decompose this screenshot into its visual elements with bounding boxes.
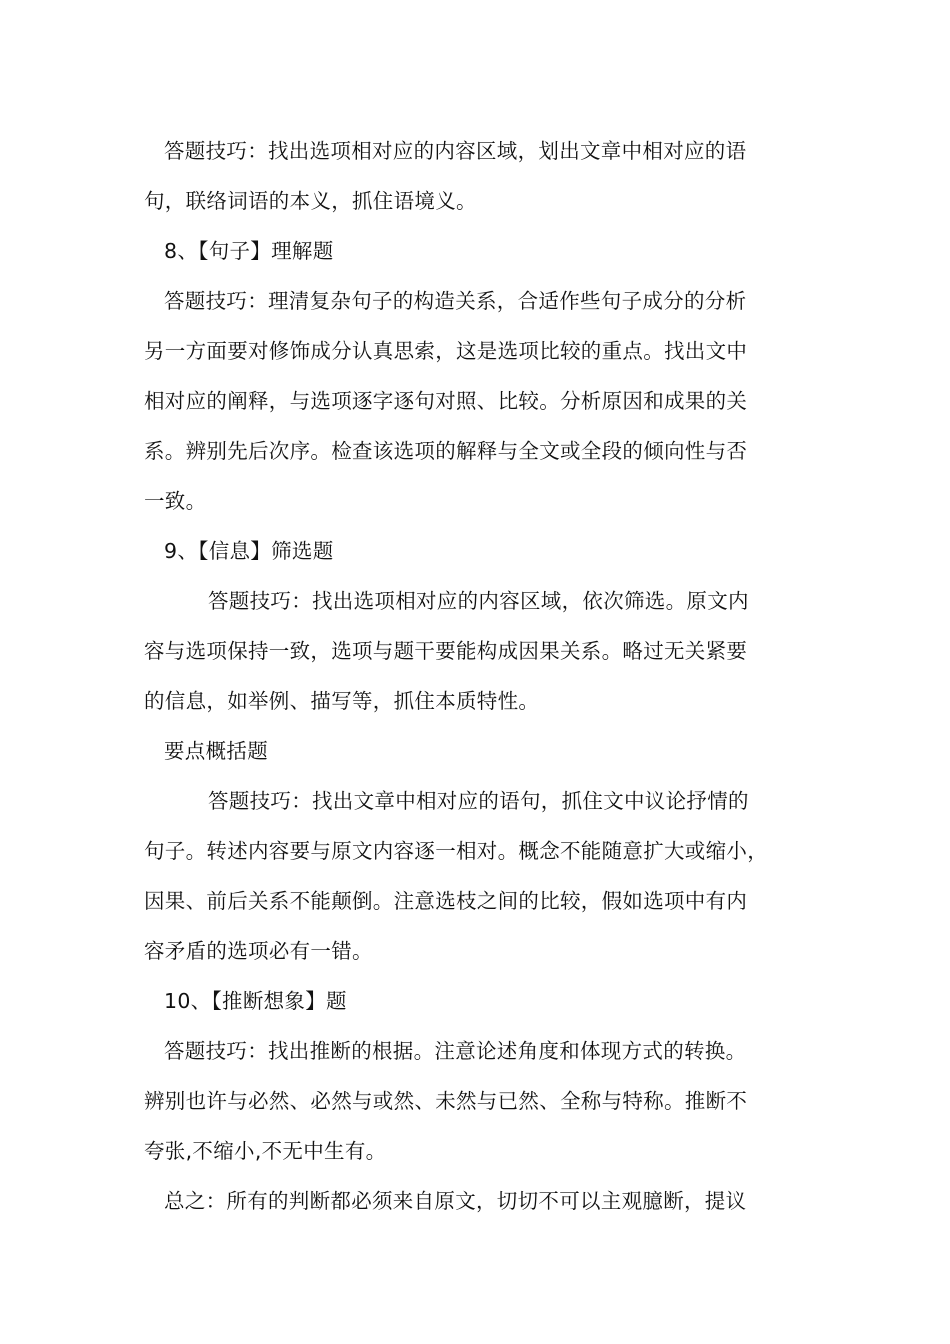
paragraph-line: 容矛盾的选项必有一错。: [144, 939, 373, 963]
paragraph-line: 夸张,不缩小,不无中生有。: [144, 1139, 387, 1163]
paragraph-line: 容与选项保持一致，选项与题干要能构成因果关系。略过无关紧要: [144, 639, 748, 663]
paragraph-line: 总之：所有的判断都必须来自原文，切切不可以主观臆断，提议: [164, 1189, 747, 1213]
paragraph-line: 句，联络词语的本义，抓住语境义。: [144, 189, 477, 213]
paragraph-line: 辨别也许与必然、必然与或然、未然与已然、全称与特称。推断不: [144, 1089, 748, 1113]
section-heading: 要点概括题: [164, 739, 268, 763]
paragraph-line: 相对应的阐释，与选项逐字逐句对照、比较。分析原因和成果的关: [144, 389, 748, 413]
paragraph-line: 因果、前后关系不能颠倒。注意选枝之间的比较，假如选项中有内: [144, 889, 748, 913]
paragraph-line: 一致。: [144, 489, 207, 513]
paragraph-line: 的信息，如举例、描写等，抓住本质特性。: [144, 689, 540, 713]
paragraph-line: 另一方面要对修饰成分认真思索，这是选项比较的重点。找出文中: [144, 339, 748, 363]
paragraph-line: 答题技巧：找出推断的根据。注意论述角度和体现方式的转换。: [164, 1039, 747, 1063]
paragraph-line: 句子。转述内容要与原文内容逐一相对。概念不能随意扩大或缩小，: [144, 839, 768, 863]
paragraph-line: 答题技巧：找出选项相对应的内容区域，划出文章中相对应的语: [164, 139, 747, 163]
section-heading: 10、【推断想象】题: [164, 989, 347, 1013]
paragraph-line: 系。辨别先后次序。检查该选项的解释与全文或全段的倾向性与否: [144, 439, 748, 463]
section-heading: 9、【信息】筛选题: [164, 539, 334, 563]
paragraph-line: 答题技巧：理清复杂句子的构造关系，合适作些句子成分的分析: [164, 289, 747, 313]
section-heading: 8、【句子】理解题: [164, 239, 334, 263]
paragraph-line: 答题技巧：找出选项相对应的内容区域，依次筛选。原文内: [208, 589, 749, 613]
paragraph-line: 答题技巧：找出文章中相对应的语句，抓住文中议论抒情的: [208, 789, 749, 813]
